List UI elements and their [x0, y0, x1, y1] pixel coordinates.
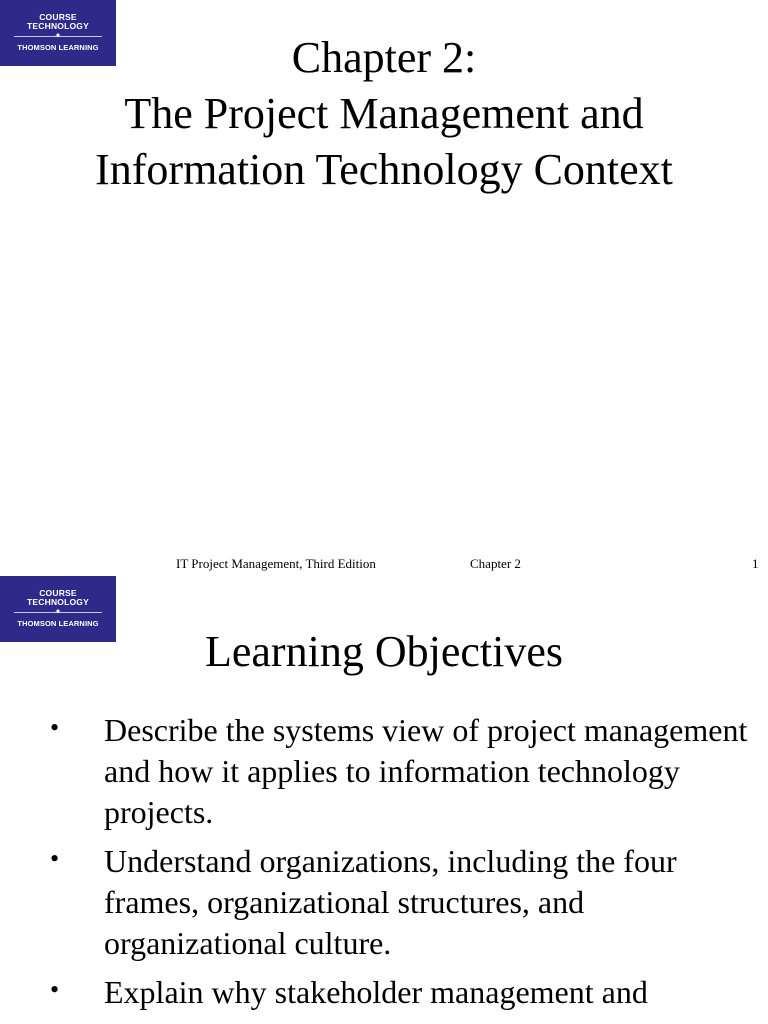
objectives-list — [0, 710, 768, 1021]
footer-chapter: Chapter 2 — [470, 556, 521, 571]
bullet-text: Understand organizations, including the four frames, organizational structures, and organizational culture. — [104, 843, 677, 961]
title-line: Information Technology Context — [95, 145, 673, 194]
footer-book-title: IT Project Management, Third Edition — [176, 556, 376, 571]
list-item — [0, 972, 768, 1013]
list-item — [0, 710, 768, 833]
title-line: Chapter 2: — [291, 33, 477, 82]
logo-text-course: COURSE — [39, 12, 77, 22]
logo-text-thomson: THOMSON LEARNING — [17, 43, 99, 52]
slide-2 — [0, 576, 768, 1024]
logo-star-icon: ✦ — [54, 31, 62, 40]
list-item — [0, 841, 768, 964]
bullet-icon: • — [50, 844, 60, 873]
bullet-icon: • — [50, 975, 60, 1004]
logo-text-technology: TECHNOLOGY — [27, 597, 89, 607]
slide-2-title: Learning Objectives — [205, 627, 563, 676]
bullet-text: Describe the systems view of project management and how it applies to information technology projects. — [104, 712, 748, 830]
logo-text-course: COURSE — [39, 588, 77, 598]
slide-1-title — [0, 30, 768, 198]
footer-page-number: 1 — [752, 556, 759, 571]
title-line: The Project Management and — [124, 89, 644, 138]
logo-text-technology: TECHNOLOGY — [27, 21, 89, 31]
logo-text-thomson: THOMSON LEARNING — [17, 619, 99, 628]
logo-star-icon: ✦ — [54, 607, 62, 616]
bullet-icon: • — [50, 713, 60, 742]
bullet-text: Explain why stakeholder management and — [104, 974, 648, 1010]
